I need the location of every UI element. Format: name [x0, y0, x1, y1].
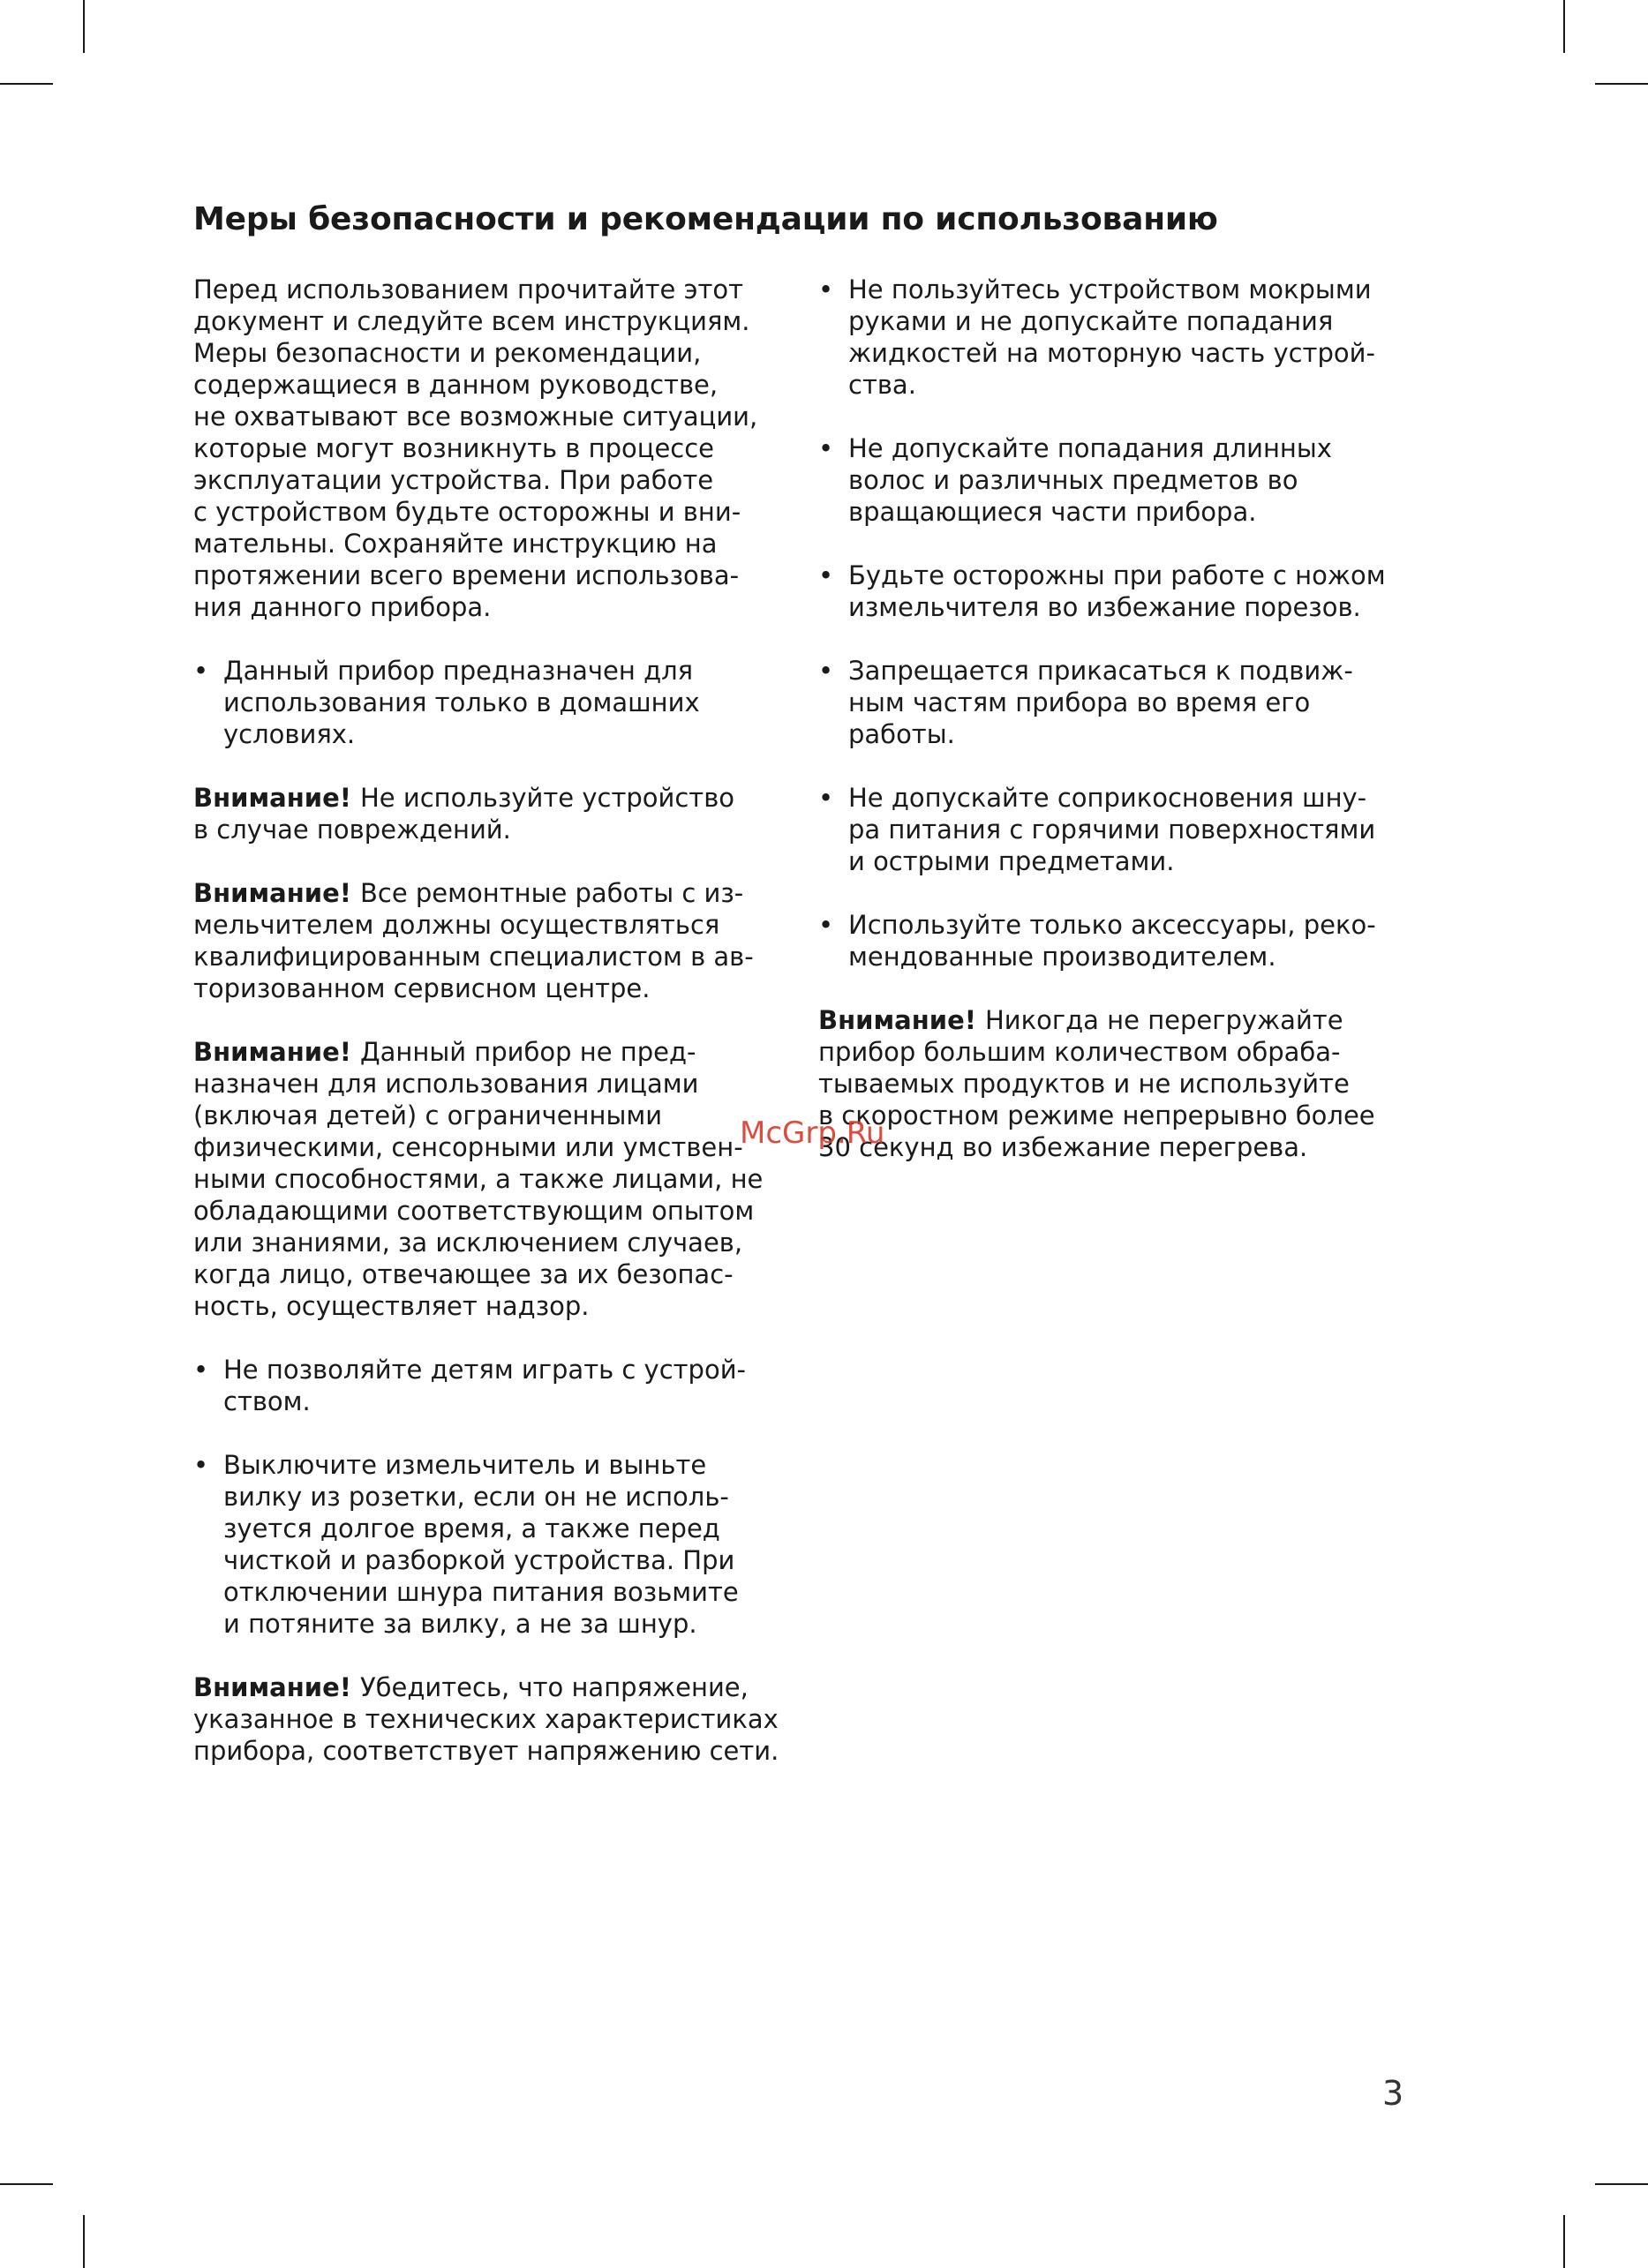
- warning-text: Никогда не перегружайте прибор большим количеством обраба- тываемых продуктов и не используйте в скоростном режиме непрерывно более 30 секунд во избежание перегрева.: [818, 1005, 1375, 1162]
- page-number: 3: [1382, 2074, 1404, 2113]
- warning-repair: [193, 877, 780, 1004]
- watermark: McGrp.Ru: [740, 1115, 885, 1151]
- crop-mark-bottom-left-vertical: [83, 2215, 85, 2268]
- warning-label: Внимание!: [193, 878, 351, 908]
- warning-text: Все ремонтные работы с из- мельчителем должны осуществляться квалифицированным специалистом в ав- торизованном сервисном центре.: [193, 878, 754, 1003]
- warning-label: Внимание!: [193, 1037, 351, 1067]
- bullet-long-hair: • Не допускайте попадания длинных волос и различных предметов во вращающиеся части прибора.: [818, 432, 1405, 528]
- crop-mark-top-left-vertical: [83, 0, 85, 53]
- crop-mark-top-right-horizontal: [1595, 83, 1648, 85]
- right-column: [818, 274, 1405, 1195]
- bullet-household-use: • Данный прибор предназначен для использования только в домашних условиях.: [193, 655, 780, 750]
- bullet-wet-hands: • Не пользуйтесь устройством мокрыми руками и не допускайте попадания жидкостей на моторную часть устрой- ства.: [818, 274, 1405, 401]
- left-column: [193, 274, 780, 1799]
- warning-label: Внимание!: [818, 1005, 976, 1035]
- warning-text: Не используйте устройство в случае повреждений.: [193, 783, 735, 845]
- bullet-moving-parts: • Запрещается прикасаться к подвиж- ным частям прибора во время его работы.: [818, 655, 1405, 750]
- crop-mark-bottom-left-horizontal: [0, 2183, 53, 2185]
- bullet-knife-caution: • Будьте осторожны при работе с ножом измельчителя во избежание порезов.: [818, 559, 1405, 623]
- bullet-power-cord: • Не допускайте соприкосновения шну- ра питания с горячими поверхностями и острыми предметами.: [818, 782, 1405, 877]
- bullet-unplug: • Выключите измельчитель и выньте вилку из розетки, если он не исполь- зуется долгое время, а также перед чисткой и разборкой устройства. При отключении шнура питания возьмите и потяните за вилку, а не за шнур.: [193, 1449, 780, 1640]
- crop-mark-top-left-horizontal: [0, 83, 53, 85]
- intro-paragraph: Перед использованием прочитайте этот документ и следуйте всем инструкциям. Меры безопасности и рекомендации, содержащиеся в данном руководстве, не охватывают все возможные ситуации, которые могут возникнуть в процессе эксплуатации устройства. При работе с устройством будьте осторожны и вни- мательны. Сохраняйте инструкцию на протяжении всего времени использова- ния данного прибора.: [193, 274, 758, 622]
- warning-damage: [193, 782, 780, 845]
- warning-text: Убедитесь, что напряжение, указанное в технических характеристиках прибора, соответствует напряжению сети.: [193, 1672, 779, 1766]
- warning-label: Внимание!: [193, 1672, 351, 1702]
- warning-voltage: [193, 1671, 780, 1767]
- crop-mark-bottom-right-horizontal: [1595, 2183, 1648, 2185]
- crop-mark-top-right-vertical: [1563, 0, 1565, 53]
- warning-text: Данный прибор не пред- назначен для использования лицами (включая детей) с ограниченными физическими, сенсорными или умствен- ными способностями, а также лицами, не обладающими соответствующим опытом или знаниями, за исключением случаев, когда лицо, отвечающее за их безопас- ность, осуществляет надзор.: [193, 1037, 764, 1321]
- page-title: Меры безопасности и рекомендации по использованию: [193, 201, 1218, 237]
- crop-mark-bottom-right-vertical: [1563, 2215, 1565, 2268]
- bullet-accessories: • Используйте только аксессуары, реко- мендованные производителем.: [818, 909, 1405, 973]
- warning-label: Внимание!: [193, 783, 351, 813]
- bullet-children: • Не позволяйте детям играть с устрой- ством.: [193, 1354, 780, 1417]
- warning-limited-abilities: [193, 1036, 780, 1322]
- warning-overload: [818, 1004, 1405, 1163]
